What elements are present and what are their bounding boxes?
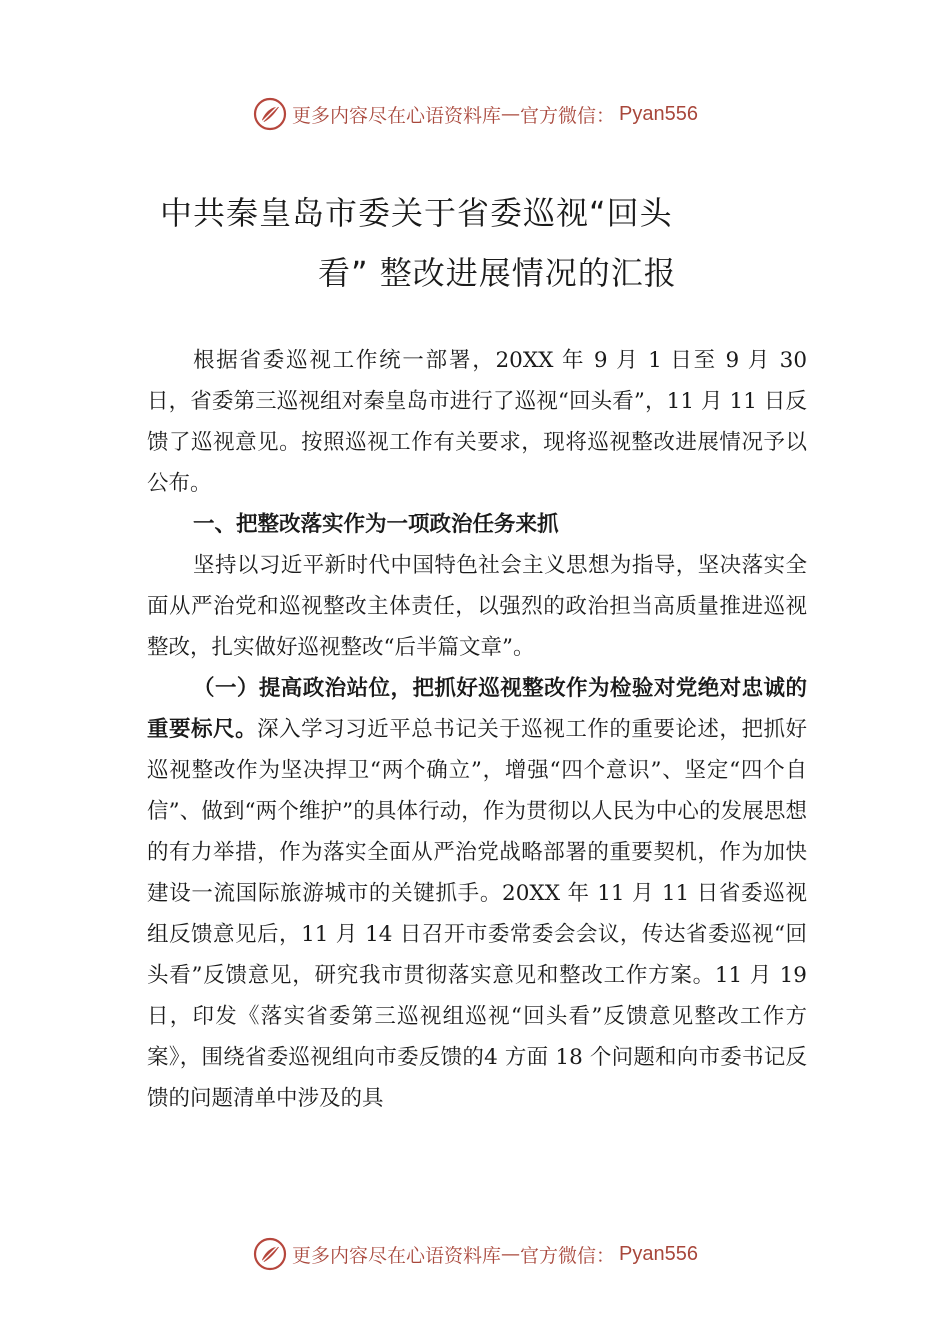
item-paragraph — [147, 668, 807, 1119]
watermark-label: 官方微信： — [520, 1244, 616, 1267]
document-body — [147, 340, 807, 1119]
document-title-line1: 中共秦皇岛市委关于省委巡视“回头 — [160, 194, 673, 232]
watermark-id: Pyan556 — [619, 102, 698, 125]
item-body: 深入学习习近平总书记关于巡视工作的重要论述，把抓好巡视整改作为坚决捍卫“两个确立”，增强“四个意识”、坚定“四个自信”、做到“两个维护”的具体行动，作为贯彻以人民为中心的发展思想的有力举措，作为落实全面从严治党战略部署的重要契机，作为加快建设一流国际旅游城市的关键抓手。20XX 年 11 月 11 日省委巡视组反馈意见后，11 月 14 日召开市委常委会会议，传达省委巡视“回头看”反馈意见，研究我市贯彻落实意见和整改工作方案。11 月 19 日，印发《落实省委第三巡视组巡视“回头看”反馈意见整改工作方案》，围绕省委巡视组向市委反馈的4 方面 18 个问题和向市委书记反馈的问题清单中涉及的具 — [147, 717, 807, 1111]
watermark-banner-bottom — [0, 1234, 950, 1274]
watermark-id: Pyan556 — [619, 1242, 698, 1265]
watermark-separator: — — [501, 103, 521, 125]
logo-icon — [252, 1236, 288, 1272]
watermark-banner-top — [0, 94, 950, 134]
intro-paragraph: 根据省委巡视工作统一部署，20XX 年 9 月 1 日至 9 月 30 日，省委第三巡视组对秦皇岛市进行了巡视“回头看”，11 月 11 日反馈了巡视意见。按照巡视工作有关要求，现将巡视整改进展情况予以公布。 — [147, 348, 807, 496]
logo-icon — [252, 96, 288, 132]
section-paragraph: 坚持以习近平新时代中国特色社会主义思想为指导，坚决落实全面从严治党和巡视整改主体责任，以强烈的政治担当高质量推进巡视整改，扎实做好巡视整改“后半篇文章”。 — [147, 553, 807, 660]
watermark-text: 更多内容尽在心语资料库 — [292, 1244, 502, 1267]
item-lead: （一）提高政治站位，把抓好巡视整改作为检验对党绝对忠诚的重要标尺。 — [147, 676, 807, 742]
watermark-separator: — — [501, 1243, 521, 1265]
watermark-text: 更多内容尽在心语资料库 — [292, 104, 502, 127]
watermark-label: 官方微信： — [520, 104, 616, 127]
section-heading: 一、把整改落实作为一项政治任务来抓 — [193, 512, 559, 537]
document-title-line2: 看” 整改进展情况的汇报 — [318, 254, 677, 292]
